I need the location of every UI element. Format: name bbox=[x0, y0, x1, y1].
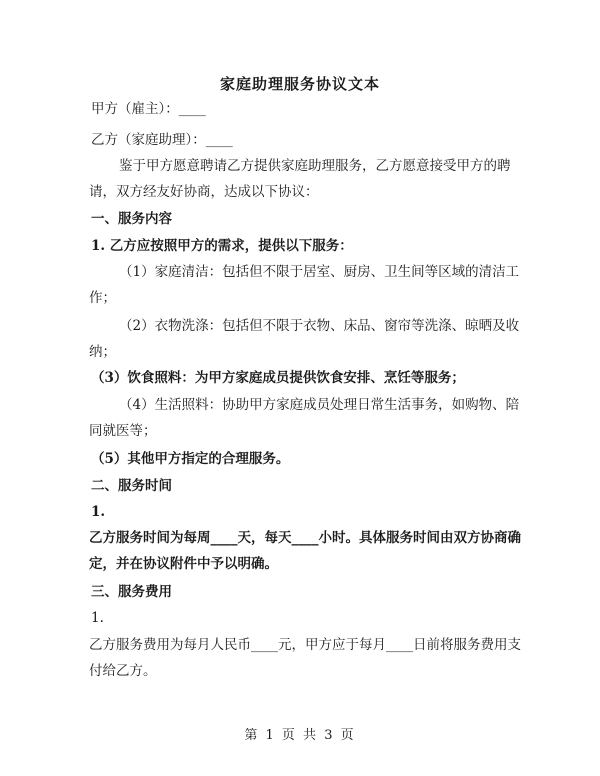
section-1-sub-4: （4）生活照料：协助甲方家庭成员处理日常生活事务，如购物、陪同就医等； bbox=[89, 397, 520, 439]
page-footer: 第 1 页 共 3 页 bbox=[244, 728, 356, 743]
section-1-sub-2: （2）衣物洗涤：包括但不限于衣物、床品、窗帘等洗涤、晾晒及收纳； bbox=[89, 318, 520, 360]
section-2-text bbox=[89, 525, 521, 577]
section-2-number: 1. bbox=[91, 504, 106, 520]
document-title: 家庭助理服务协议文本 bbox=[219, 75, 380, 93]
section-3-heading: 三、服务费用 bbox=[91, 584, 172, 600]
intro-paragraph: 鉴于甲方愿意聘请乙方提供家庭助理服务，乙方愿意接受甲方的聘请，双方经友好协商，达成以下协议： bbox=[89, 158, 511, 200]
section-3-text: 乙方服务费用为每月人民币____元，甲方应于每月____日前将服务费用支付给乙方。 bbox=[89, 637, 521, 679]
section-1-item-1: 1. 乙方应按照甲方的需求，提供以下服务： bbox=[91, 238, 353, 254]
section-2-heading: 二、服务时间 bbox=[91, 478, 172, 494]
section-1-heading: 一、服务内容 bbox=[91, 211, 172, 227]
section-2-text-content: 乙方服务时间为每周____天，每天____小时。具体服务时间由双方协商确定，并在协议附件中予以明确。 bbox=[89, 530, 521, 572]
party-b-line: 乙方（家庭助理）：____ bbox=[91, 132, 233, 148]
section-1-sub-1: （1）家庭清洁：包括但不限于居室、厨房、卫生间等区域的清洁工作； bbox=[89, 264, 520, 306]
section-1-sub-5: （5）其他甲方指定的合理服务。 bbox=[91, 451, 290, 467]
party-a-line: 甲方（雇主）：____ bbox=[91, 101, 206, 117]
section-3-number: 1. bbox=[91, 610, 104, 626]
section-1-sub-3: （3）饮食照料：为甲方家庭成员提供饮食安排、烹饪等服务； bbox=[91, 370, 465, 386]
